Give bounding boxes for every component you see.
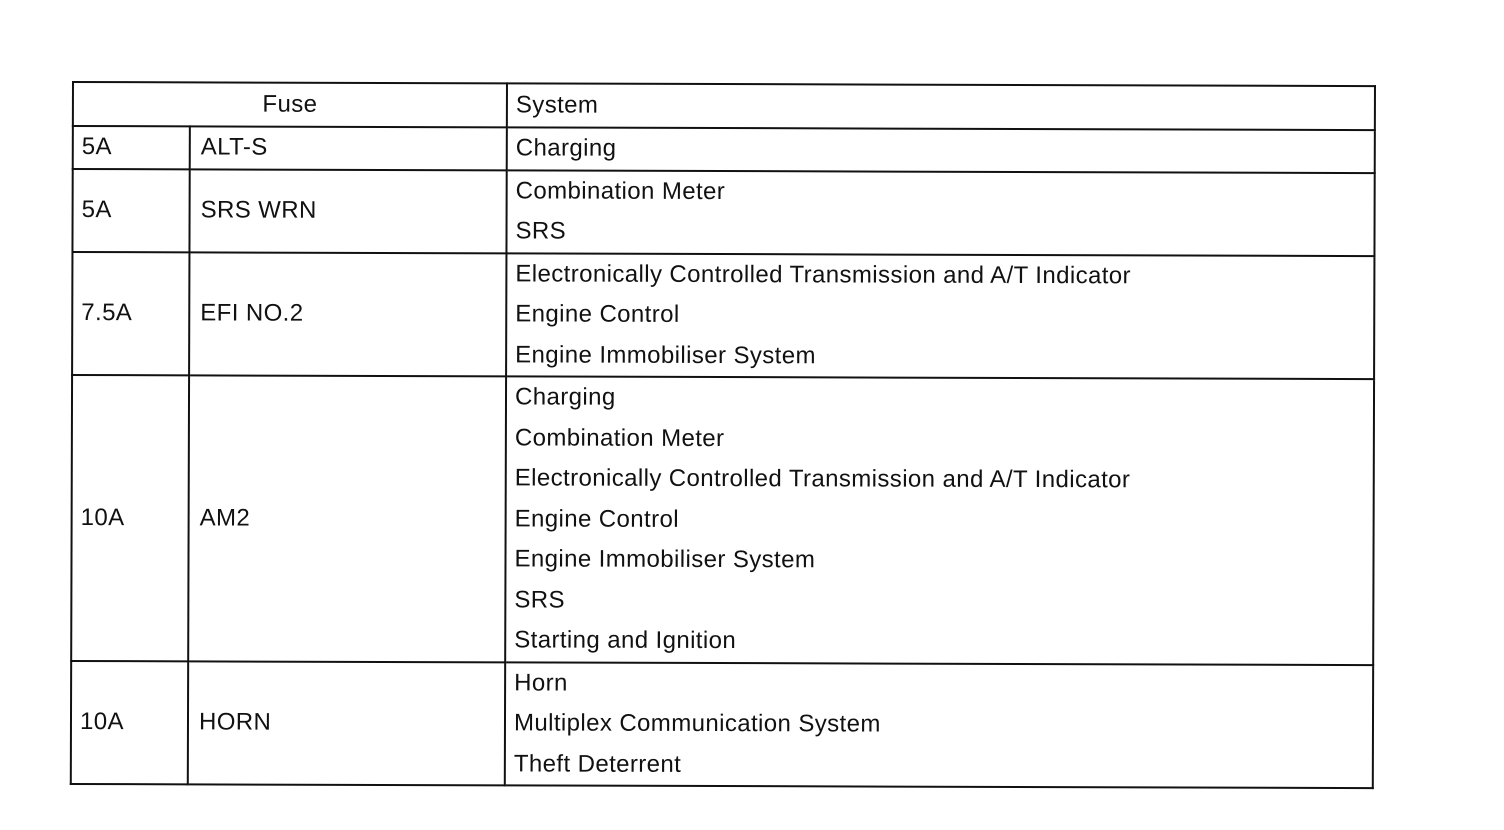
system-item: Engine Immobiliser System bbox=[515, 340, 816, 369]
fuse-name: EFI NO.2 bbox=[189, 252, 506, 376]
fuse-name: AM2 bbox=[188, 375, 506, 661]
fuse-amperage: 10A bbox=[71, 661, 188, 785]
table-row bbox=[73, 126, 1375, 173]
system-list bbox=[507, 127, 1375, 172]
system-list bbox=[506, 253, 1374, 379]
fuse-amperage: 7.5A bbox=[72, 252, 189, 376]
system-item: Combination Meter bbox=[514, 423, 725, 452]
system-item: SRS bbox=[514, 585, 565, 614]
system-list bbox=[505, 662, 1373, 788]
table-row bbox=[72, 252, 1374, 380]
system-list bbox=[505, 376, 1374, 664]
system-item: Multiplex Communication System bbox=[513, 709, 881, 738]
table-header-row bbox=[73, 82, 1375, 130]
table-body bbox=[71, 126, 1375, 788]
system-item: Engine Control bbox=[515, 300, 680, 328]
system-item: Theft Deterrent bbox=[513, 749, 682, 778]
table-row bbox=[72, 169, 1374, 256]
fuse-name: ALT-S bbox=[190, 126, 507, 169]
system-item: Engine Control bbox=[514, 504, 680, 533]
fuse-amperage: 5A bbox=[72, 169, 189, 252]
table-row bbox=[71, 661, 1373, 789]
fuse-name: HORN bbox=[188, 661, 505, 785]
system-item: SRS bbox=[515, 217, 567, 245]
fuse-system-table bbox=[70, 81, 1376, 789]
system-item: Combination Meter bbox=[515, 176, 726, 205]
system-item: Electronically Controlled Transmission and A/T Indicator bbox=[514, 464, 1131, 494]
system-item: Engine Immobiliser System bbox=[514, 545, 816, 574]
fuse-name: SRS WRN bbox=[189, 169, 506, 253]
fuse-amperage: 5A bbox=[73, 126, 190, 169]
system-item: Charging bbox=[515, 134, 617, 162]
system-column-header: System bbox=[507, 83, 1375, 130]
system-list bbox=[506, 170, 1374, 256]
fuse-column-header: Fuse bbox=[73, 82, 507, 127]
system-item: Electronically Controlled Transmission and A/T Indicator bbox=[515, 259, 1132, 289]
system-item: Horn bbox=[514, 668, 568, 697]
system-item: Charging bbox=[514, 383, 616, 411]
table-row bbox=[71, 375, 1374, 665]
system-item: Starting and Ignition bbox=[514, 626, 737, 655]
fuse-amperage: 10A bbox=[71, 375, 189, 661]
